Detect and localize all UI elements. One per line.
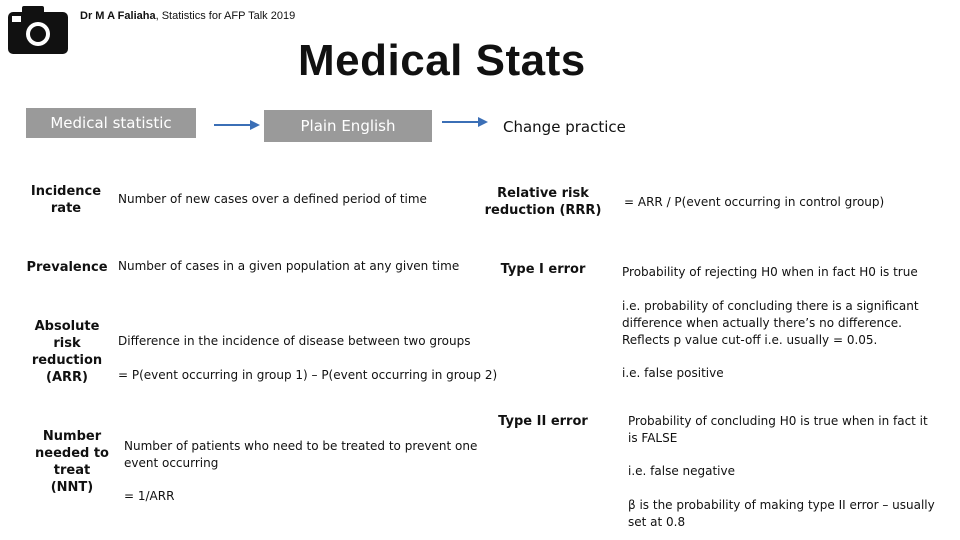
- term-type-ii-error: Type II error: [498, 414, 588, 429]
- term-type-i-error: Type I error: [500, 262, 586, 277]
- term-incidence-rate: Incidence rate: [30, 184, 102, 216]
- term-absolute-risk-reduction: Absolute risk reduction (ARR): [31, 319, 103, 385]
- arrow-right-icon: [442, 114, 488, 130]
- medical-statistic-label: Medical statistic: [50, 114, 172, 132]
- definition-prevalence: Number of cases in a given population at any given time: [118, 259, 460, 273]
- term-prevalence: Prevalence: [26, 260, 108, 275]
- plain-english-label: Plain English: [300, 117, 396, 135]
- term-number-needed-to-treat: Number needed to treat (NNT): [35, 429, 109, 495]
- author-credit: [80, 10, 295, 22]
- note-type-i-error: i.e. probability of concluding there is a significant difference when actually there’s no difference. Reflects p value cut-off i.e. usually = 0.05.: [622, 299, 919, 347]
- definition-number-needed-to-treat: Number of patients who need to be treated to prevent one event occurring: [124, 439, 478, 470]
- note-false-negative: i.e. false negative: [628, 464, 736, 478]
- change-practice-label: Change practice: [503, 118, 626, 136]
- camera-icon: [8, 4, 68, 54]
- definition-absolute-risk-reduction: Difference in the incidence of disease between two groups: [118, 334, 471, 348]
- formula-number-needed-to-treat: = 1/ARR: [124, 489, 175, 503]
- term-relative-risk-reduction: Relative risk reduction (RRR): [484, 186, 602, 218]
- medical-statistic-box: [26, 108, 196, 138]
- definition-incidence-rate: Number of new cases over a defined period of time: [118, 192, 427, 206]
- author-name: Dr M A Faliaha: [80, 10, 156, 22]
- plain-english-box: [264, 110, 432, 142]
- credit-text: , Statistics for AFP Talk 2019: [155, 10, 296, 22]
- arrow-right-icon: [214, 117, 260, 133]
- page-title: Medical Stats: [298, 36, 586, 85]
- definition-relative-risk-reduction: = ARR / P(event occurring in control group): [624, 195, 885, 209]
- formula-absolute-risk-reduction: = P(event occurring in group 1) – P(event occurring in group 2): [118, 368, 498, 382]
- note-beta-probability: β is the probability of making type II error – usually set at 0.8: [628, 498, 935, 529]
- definition-type-ii-error: Probability of concluding H0 is true when in fact it is FALSE: [628, 414, 928, 445]
- definition-type-i-error: Probability of rejecting H0 when in fact H0 is true: [622, 265, 918, 279]
- note-false-positive: i.e. false positive: [622, 366, 724, 380]
